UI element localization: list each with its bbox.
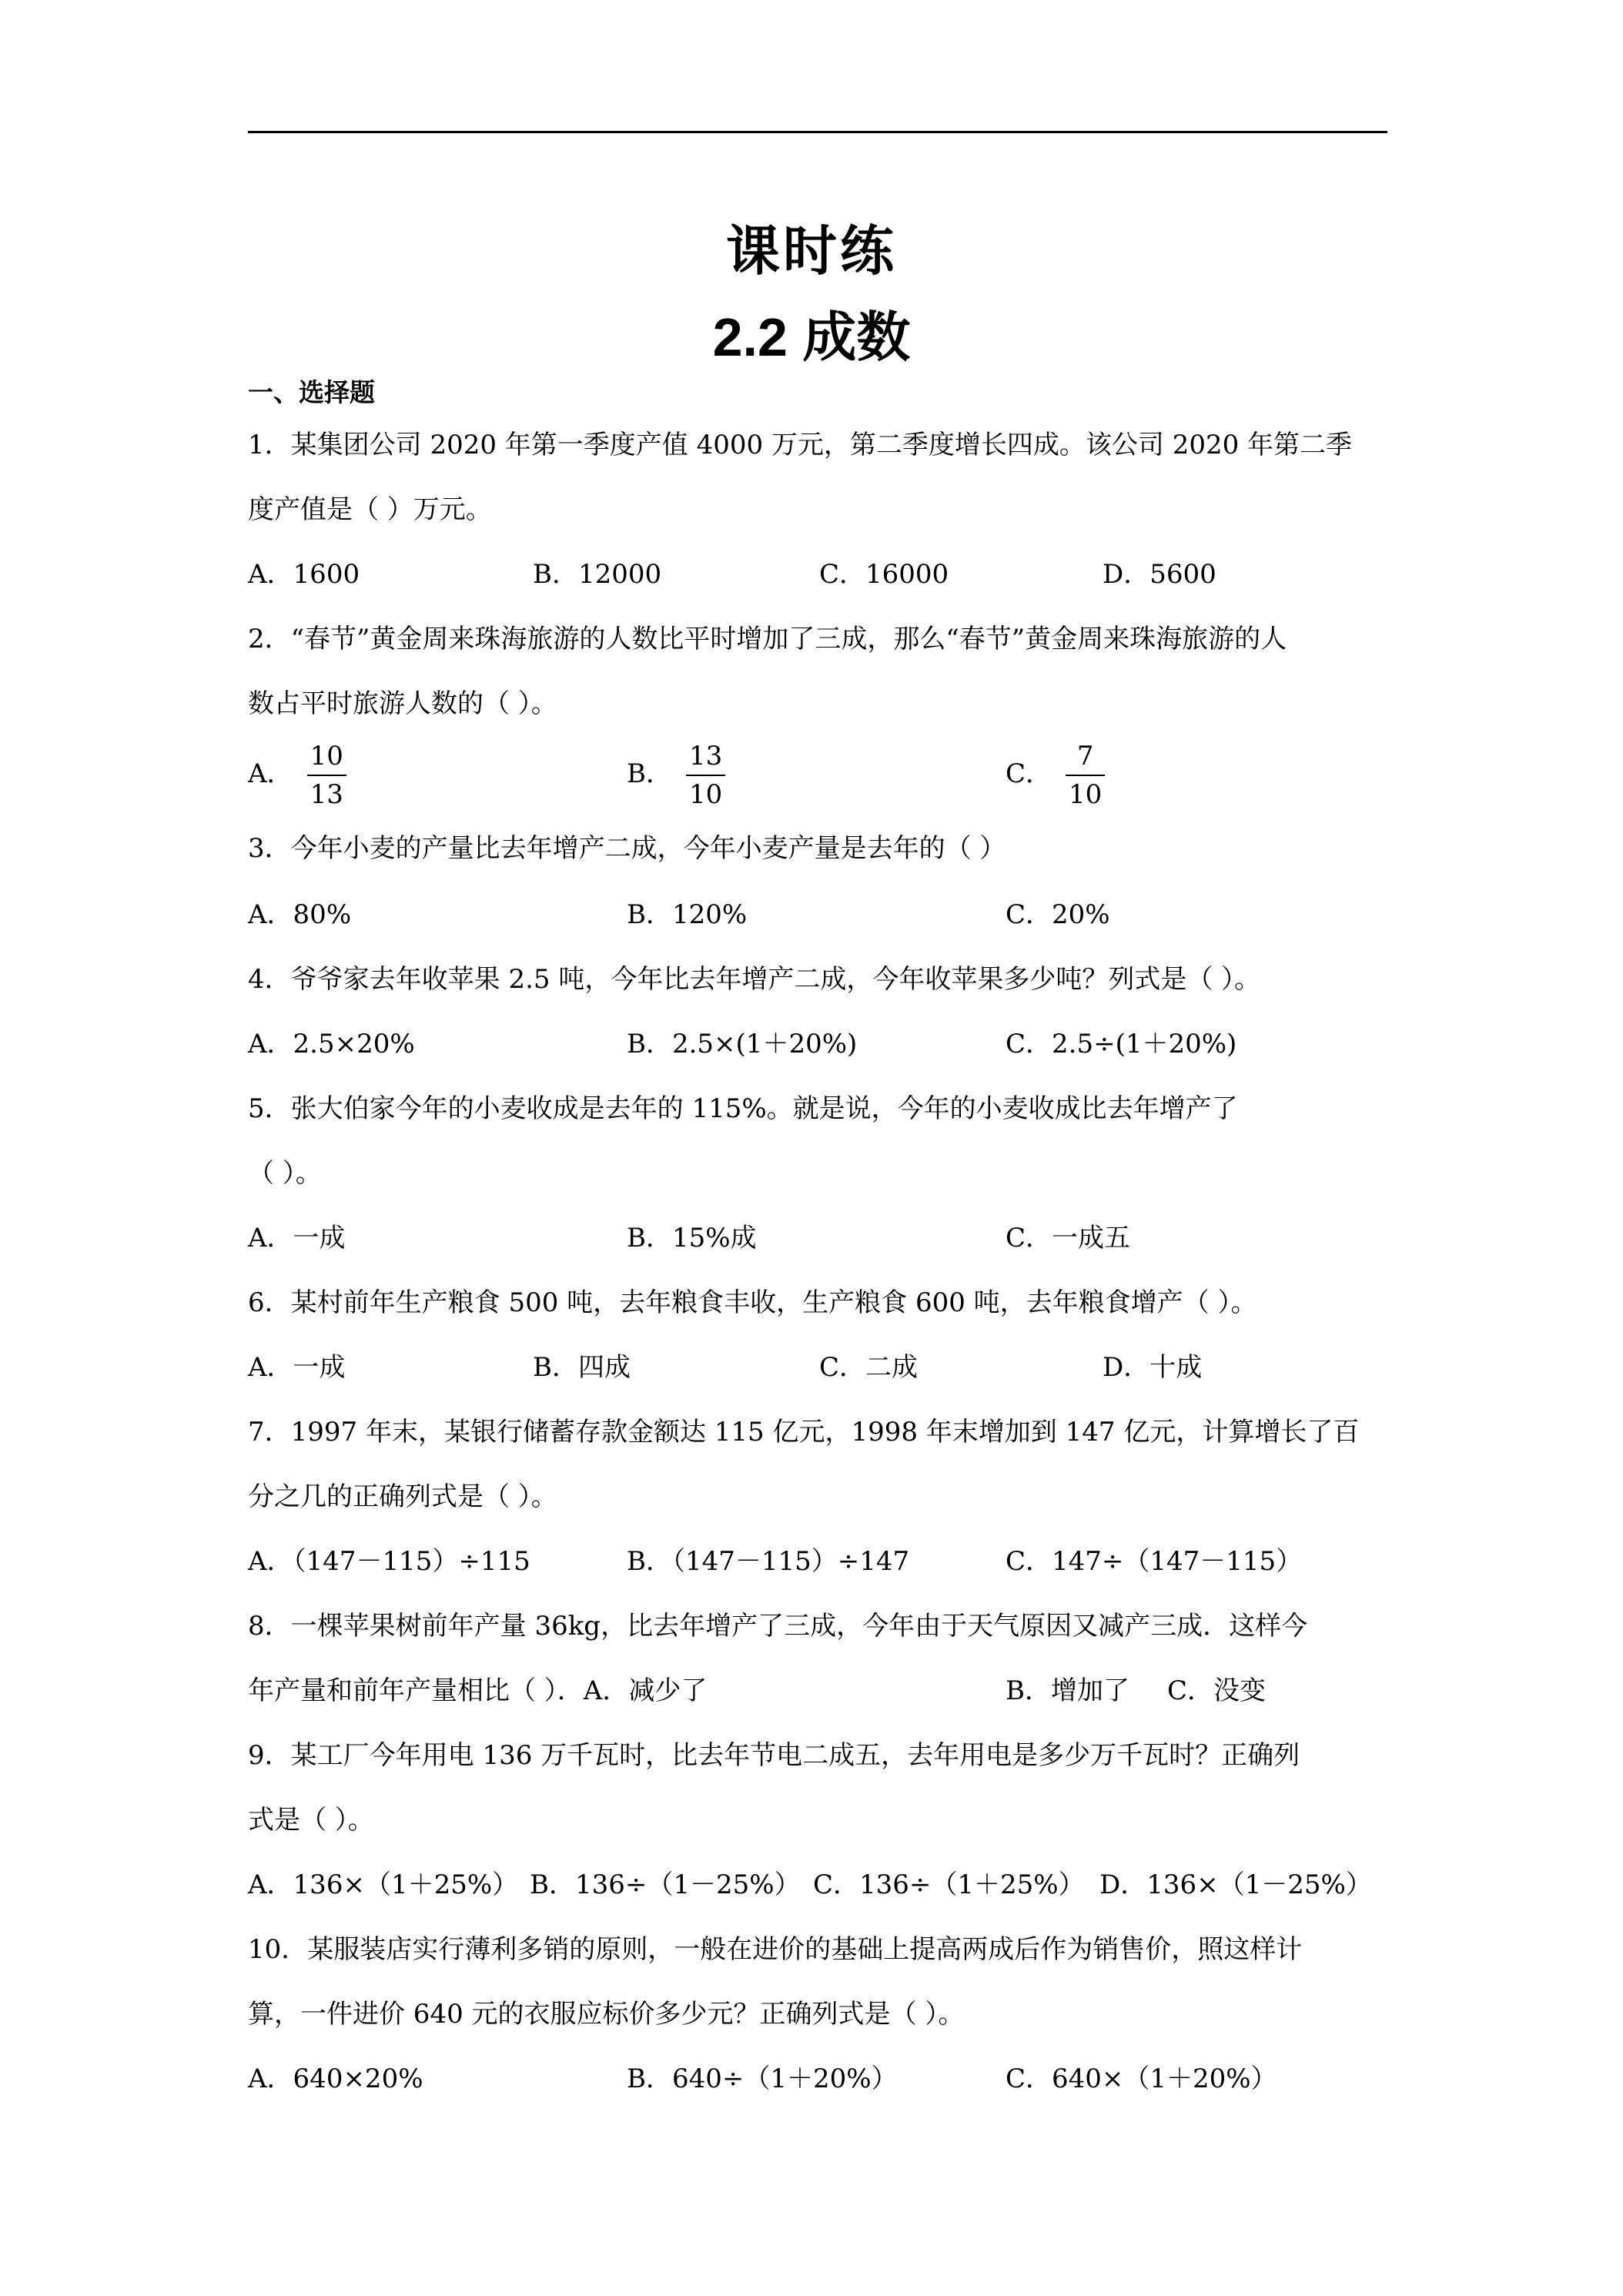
q2-option-b-fraction (686, 741, 725, 810)
q8-line1: 8．一棵苹果树前年产量 36kg，比去年增产了三成，今年由于天气原因又减产三成．这样今 (248, 1611, 1308, 1642)
q10-option-c: C．640×（1＋20%） (1006, 2063, 1277, 2094)
q8-option-c: C．没变 (1167, 1675, 1267, 1706)
q3-line1: 3．今年小麦的产量比去年增产二成，今年小麦产量是去年的（ ） (248, 833, 1006, 864)
q5-option-c: C．一成五 (1006, 1223, 1131, 1253)
lesson-subtitle: 2.2 成数 (712, 307, 911, 367)
q1-option-c: C．16000 (819, 559, 949, 590)
q5-option-a: A．一成 (248, 1223, 346, 1253)
q9-option-d: D．136×（1－25%） (1099, 1869, 1372, 1900)
q4-option-a: A．2.5×20% (248, 1029, 415, 1059)
header-rule (248, 131, 1387, 133)
q2-option-c-denominator: 10 (1069, 779, 1103, 810)
q9-line2: 式是（ ）。 (248, 1805, 374, 1836)
q8-option-b: B．增加了 (1006, 1675, 1129, 1706)
q4-line1: 4．爷爷家去年收苹果 2.5 吨，今年比去年增产二成，今年收苹果多少吨？列式是（ ）。 (248, 964, 1261, 995)
q2-option-b (627, 741, 725, 810)
q2-option-b-denominator: 10 (689, 779, 723, 810)
q10-line2: 算，一件进价 640 元的衣服应标价多少元？正确列式是（ ）。 (248, 1999, 965, 2030)
q4-option-b: B．2.5×(1＋20%) (627, 1029, 858, 1059)
q2-option-a (248, 741, 346, 810)
q2-line1: 2．“春节”黄金周来珠海旅游的人数比平时增加了三成，那么“春节”黄金周来珠海旅游的人 (248, 624, 1287, 654)
q8-line2: 年产量和前年产量相比（ ）．A．减少了 (248, 1675, 708, 1706)
q2-option-c-label: C． (1006, 758, 1052, 789)
q10-line1: 10．某服装店实行薄利多销的原则，一般在进价的基础上提高两成后作为销售价，照这样计 (248, 1934, 1303, 1965)
q10-option-b: B．640÷（1＋20%） (627, 2063, 898, 2094)
q3-option-c: C．20% (1006, 899, 1110, 930)
q1-line1: 1．某集团公司 2020 年第一季度产值 4000 万元，第二季度增长四成。该公司 2020 年第二季 (248, 430, 1353, 460)
page-title: 课时练 (726, 221, 897, 281)
q3-option-a: A．80% (248, 899, 352, 930)
q6-option-b: B．四成 (533, 1352, 631, 1383)
q7-option-b: B．（147－115）÷147 (627, 1546, 910, 1577)
q1-line2: 度产值是（ ）万元。 (248, 494, 492, 525)
q2-option-c-fraction (1066, 741, 1105, 810)
q9-line1: 9．某工厂今年用电 136 万千瓦时，比去年节电二成五，去年用电是多少万千瓦时？正确列 (248, 1740, 1300, 1771)
q6-option-a: A．一成 (248, 1352, 346, 1383)
q5-line2: （ ）。 (248, 1158, 322, 1189)
q1-option-a: A．1600 (248, 559, 360, 590)
q2-option-a-label: A． (248, 758, 293, 789)
q7-option-a: A．（147－115）÷115 (248, 1546, 530, 1577)
q7-line1: 7．1997 年末，某银行储蓄存款金额达 115 亿元，1998 年末增加到 147 亿元，计算增长了百 (248, 1417, 1360, 1448)
q6-option-d: D．十成 (1103, 1352, 1203, 1383)
q2-line2: 数占平时旅游人数的（ ）。 (248, 688, 557, 719)
q5-line1: 5．张大伯家今年的小麦收成是去年的 115%。就是说，今年的小麦收成比去年增产了 (248, 1093, 1238, 1124)
q4-option-c: C．2.5÷(1＋20%) (1006, 1029, 1237, 1059)
q2-option-b-label: B． (627, 758, 672, 789)
q2-option-b-numerator: 13 (686, 741, 725, 776)
q2-option-a-denominator: 13 (310, 779, 343, 810)
q1-option-b: B．12000 (533, 559, 662, 590)
q9-option-a: A．136×（1＋25%） (248, 1869, 519, 1900)
q7-option-c: C．147÷（147－115） (1006, 1546, 1303, 1577)
q2-option-a-fraction (307, 741, 346, 810)
q6-line1: 6．某村前年生产粮食 500 吨，去年粮食丰收，生产粮食 600 吨，去年粮食增产（ ）。 (248, 1287, 1257, 1318)
q9-option-c: C．136÷（1＋25%） (813, 1869, 1085, 1900)
q2-option-c-numerator: 7 (1066, 741, 1105, 776)
q6-option-c: C．二成 (819, 1352, 919, 1383)
q9-option-b: B．136÷（1－25%） (530, 1869, 801, 1900)
q2-option-c (1006, 741, 1105, 810)
q5-option-b: B．15%成 (627, 1223, 757, 1253)
q1-option-d: D．5600 (1103, 559, 1216, 590)
q10-option-a: A．640×20% (248, 2063, 423, 2094)
section-heading: 一、选择题 (248, 377, 375, 407)
q2-option-a-numerator: 10 (307, 741, 346, 776)
q3-option-b: B．120% (627, 899, 748, 930)
q7-line2: 分之几的正确列式是（ ）。 (248, 1481, 557, 1512)
